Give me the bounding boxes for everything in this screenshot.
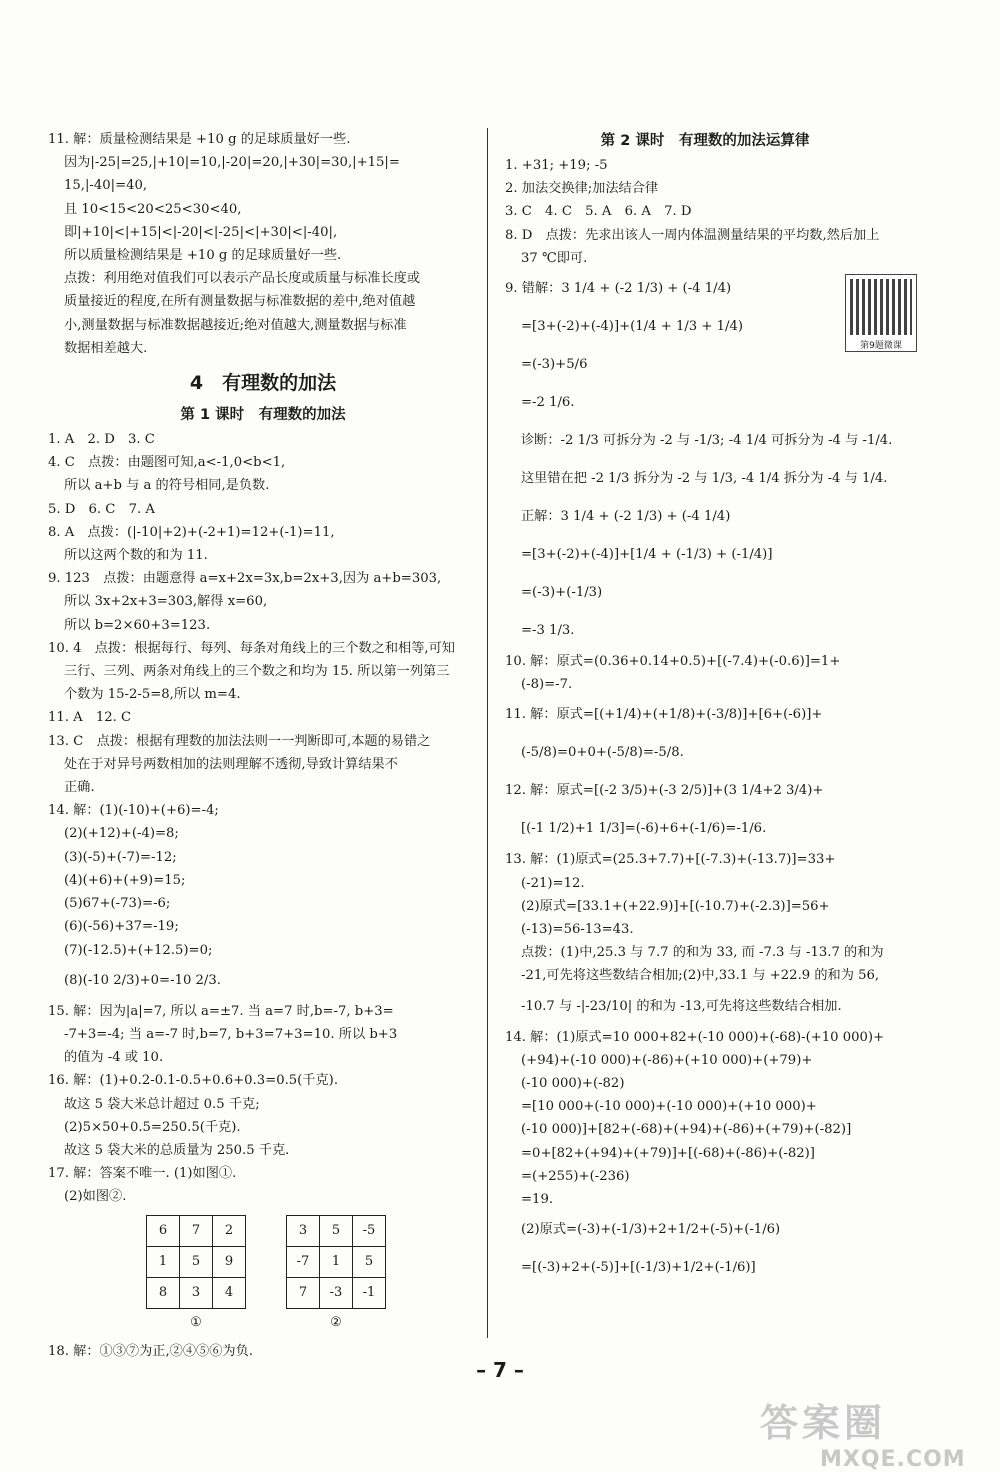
text-line: -7+3=-4; 当 a=-7 时,b=7, b+3=7+3=10. 所以 b+3 bbox=[64, 1026, 398, 1042]
text-line: -10.7 与 -|-23/10| 的和为 -13,可先将这些数结合相加. bbox=[521, 998, 842, 1014]
text-line: (+94)+(-10 000)+(-86)+(+10 000)+(+79)+ bbox=[521, 1052, 813, 1068]
text-line: 质量接近的程度,在所有测量数据与标准数据的差中,绝对值越 bbox=[64, 294, 416, 310]
text-line: 1. A 2. D 3. C bbox=[48, 432, 155, 448]
grid-cell: 9 bbox=[213, 1246, 246, 1277]
text-line: 8. A 点拨：(|-10|+2)+(-2+1)=12+(-1)=11, bbox=[48, 524, 335, 540]
qr-code-label: 第9题微课 bbox=[860, 341, 902, 351]
text-line: 15,|-40|=40, bbox=[64, 178, 148, 194]
text-line: 故这 5 袋大米总计超过 0.5 千克; bbox=[64, 1096, 260, 1112]
grid-row bbox=[287, 1277, 386, 1308]
text-line: (7)(-12.5)+(+12.5)=0; bbox=[64, 942, 213, 958]
grid-cell: 8 bbox=[147, 1277, 180, 1308]
text-line: 因为|-25|=25,|+10|=10,|-20|=20,|+30|=30,|+15|= bbox=[64, 155, 400, 171]
text-line: 小,测量数据与标准数据越接近;绝对值越大,测量数据与标准 bbox=[64, 317, 407, 333]
text-line: 11. 解：质量检测结果是 +10 g 的足球质量好一些. bbox=[48, 132, 351, 147]
text-line: 17. 解：答案不唯一. (1)如图①. bbox=[48, 1166, 237, 1182]
text-line: 11. 解：原式=[(+1/4)+(+1/8)+(-3/8)]+[6+(-6)]+ bbox=[505, 707, 823, 723]
text-line: (4)(+6)+(+9)=15; bbox=[64, 872, 186, 888]
grid-row bbox=[147, 1246, 246, 1277]
grid-row bbox=[287, 1215, 386, 1246]
text-line: 的值为 -4 或 10. bbox=[64, 1050, 164, 1066]
text-line: 这里错在把 -2 1/3 拆分为 -2 与 1/3, -4 1/4 拆分为 -4 与 1/4. bbox=[521, 471, 888, 487]
text-line: 3. C 4. C 5. A 6. A 7. D bbox=[505, 204, 692, 220]
text-line: 13. 解：(1)原式=(25.3+7.7)+[(-7.3)+(-13.7)]=33+ bbox=[505, 852, 836, 868]
text-line: 1. +31; +19; -5 bbox=[505, 158, 608, 173]
grid-cell: 5 bbox=[320, 1215, 353, 1246]
text-line: (-10 000)]+[82+(-68)+(+94)+(-86)+(+79)+(-82)] bbox=[521, 1122, 852, 1138]
text-line: 所以 3x+2x+3=303,解得 x=60, bbox=[64, 594, 268, 610]
grid-cell: -5 bbox=[353, 1215, 386, 1246]
figure-2-label: ② bbox=[330, 1314, 342, 1330]
text-line: 数据相差越大. bbox=[64, 340, 148, 356]
text-line: 5. D 6. C 7. A bbox=[48, 501, 155, 517]
grid-cell: 7 bbox=[287, 1277, 320, 1308]
text-line: 2. 加法交换律;加法结合律 bbox=[505, 181, 659, 197]
grid-cell: 1 bbox=[147, 1246, 180, 1277]
text-line: 14. 解：(1)(-10)+(+6)=-4; bbox=[48, 803, 219, 819]
text-line: =-3 1/3. bbox=[521, 623, 575, 639]
text-line: (-10 000)+(-82) bbox=[521, 1076, 625, 1092]
lesson1-title: 第 1 课时 有理数的加法 bbox=[180, 407, 346, 424]
text-line: 16. 解：(1)+0.2-0.1-0.5+0.6+0.3=0.5(千克). bbox=[48, 1073, 339, 1089]
text-line: 11. A 12. C bbox=[48, 710, 132, 726]
text-line: (2)(+12)+(-4)=8; bbox=[64, 826, 179, 842]
magic-square-1 bbox=[146, 1215, 246, 1309]
magic-square-figures bbox=[146, 1215, 478, 1334]
grid-cell: 6 bbox=[147, 1215, 180, 1246]
grid-cell: 3 bbox=[180, 1277, 213, 1308]
text-line: (2)5×50+0.5=250.5(千克). bbox=[64, 1119, 241, 1135]
grid-cell: 5 bbox=[353, 1246, 386, 1277]
text-line: 12. 解：原式=[(-2 3/5)+(-3 2/5)]+(3 1/4+2 3/4)+ bbox=[505, 783, 824, 799]
text-line: (-8)=-7. bbox=[521, 677, 573, 693]
text-line: (-5/8)=0+0+(-5/8)=-5/8. bbox=[521, 745, 684, 761]
grid-cell: -3 bbox=[320, 1277, 353, 1308]
grid-cell: 5 bbox=[180, 1246, 213, 1277]
qr-code-pattern bbox=[850, 279, 912, 335]
text-line: 即|+10|<|+15|<|-20|<|-25|<|+30|<|-40|, bbox=[64, 224, 338, 240]
text-line: 10. 4 点拨：根据每行、每列、每条对角线上的三个数之和相等,可知 bbox=[48, 640, 455, 656]
grid-row bbox=[147, 1277, 246, 1308]
text-line: =0+[82+(+94)+(+79)]+[(-68)+(-86)+(-82)] bbox=[521, 1145, 815, 1161]
text-line: 15. 解：因为|a|=7, 所以 a=±7. 当 a=7 时,b=-7, b+3= bbox=[48, 1003, 394, 1019]
left-column bbox=[48, 128, 478, 1363]
text-line: (3)(-5)+(-7)=-12; bbox=[64, 849, 177, 865]
text-line: 4. C 点拨：由题图可知,a<-1,0<b<1, bbox=[48, 455, 286, 471]
text-line: =[3+(-2)+(-4)]+(1/4 + 1/3 + 1/4) bbox=[521, 319, 743, 335]
text-line: 正确. bbox=[64, 780, 95, 796]
text-line: 故这 5 袋大米的总质量为 250.5 千克. bbox=[64, 1142, 290, 1158]
text-line: 所以 b=2×60+3=123. bbox=[64, 617, 211, 633]
text-line: =(+255)+(-236) bbox=[521, 1168, 630, 1184]
text-line: =(-3)+(-1/3) bbox=[521, 585, 603, 601]
grid-cell: 2 bbox=[213, 1215, 246, 1246]
section-title: 4 有理数的加法 bbox=[189, 372, 337, 395]
text-line: =[(-3)+2+(-5)]+[(-1/3)+1/2+(-1/6)] bbox=[521, 1260, 756, 1276]
grid-cell: 1 bbox=[320, 1246, 353, 1277]
figure-1 bbox=[146, 1215, 246, 1334]
grid-cell: 4 bbox=[213, 1277, 246, 1308]
text-line: 所以 a+b 与 a 的符号相同,是负数. bbox=[64, 478, 270, 494]
text-line: 37 ℃即可. bbox=[521, 250, 588, 266]
text-line: (-21)=12. bbox=[521, 875, 585, 891]
text-line: (-13)=56-13=43. bbox=[521, 922, 634, 938]
grid-cell: -7 bbox=[287, 1246, 320, 1277]
watermark-url: MXQE.COM bbox=[820, 1447, 966, 1472]
text-line: 三行、三列、两条对角线上的三个数之和均为 15. 所以第一列第三 bbox=[64, 664, 450, 680]
text-line: (6)(-56)+37=-19; bbox=[64, 919, 179, 935]
text-line: 处在于对异号两数相加的法则理解不透彻,导致计算结果不 bbox=[64, 756, 398, 772]
text-line: 所以质量检测结果是 +10 g 的足球质量好一些. bbox=[64, 248, 342, 264]
text-line: (8)(-10 2/3)+0=-10 2/3. bbox=[64, 972, 221, 988]
grid-row bbox=[287, 1246, 386, 1277]
text-line: 个数为 15-2-5=8,所以 m=4. bbox=[64, 687, 241, 703]
magic-square-2 bbox=[286, 1215, 386, 1309]
grid-row bbox=[147, 1215, 246, 1246]
text-line: (2)原式=[33.1+(+22.9)]+[(-10.7)+(-2.3)]=56+ bbox=[521, 898, 830, 914]
text-line: (2)原式=(-3)+(-1/3)+2+1/2+(-5)+(-1/6) bbox=[521, 1222, 781, 1238]
text-line: (2)如图②. bbox=[64, 1189, 127, 1205]
grid-cell: 7 bbox=[180, 1215, 213, 1246]
text-line: =19. bbox=[521, 1192, 554, 1208]
text-line: 10. 解：原式=(0.36+0.14+0.5)+[(-7.4)+(-0.6)]=1+ bbox=[505, 654, 841, 670]
text-line: [(-1 1/2)+1 1/3]=(-6)+6+(-1/6)=-1/6. bbox=[521, 821, 767, 837]
text-line: =-2 1/6. bbox=[521, 395, 575, 411]
answer-18: 18. 解：①③⑦为正,②④⑤⑥为负. bbox=[48, 1343, 253, 1359]
text-line: 点拨：(1)中,25.3 与 7.7 的和为 33, 而 -7.3 与 -13.7 的和为 bbox=[521, 945, 884, 961]
watermark bbox=[760, 1392, 966, 1472]
grid-cell: -1 bbox=[353, 1277, 386, 1308]
text-line: 诊断：-2 1/3 可拆分为 -2 与 -1/3; -4 1/4 可拆分为 -4 与 -1/4. bbox=[521, 433, 893, 449]
text-line: 点拨：利用绝对值我们可以表示产品长度或质量与标准长度或 bbox=[64, 271, 421, 287]
text-line: (5)67+(-73)=-6; bbox=[64, 896, 171, 912]
text-line: 且 10<15<20<25<30<40, bbox=[64, 201, 242, 217]
text-line: =[10 000+(-10 000)+(-10 000)+(+10 000)+ bbox=[521, 1099, 817, 1115]
figure-2 bbox=[286, 1215, 386, 1334]
page-number: – 7 – bbox=[476, 1358, 524, 1382]
text-line: 所以这两个数的和为 11. bbox=[64, 548, 208, 564]
text-line: =[3+(-2)+(-4)]+[1/4 + (-1/3) + (-1/4)] bbox=[521, 547, 773, 563]
text-line: -21,可先将这些数结合相加;(2)中,33.1 与 +22.9 的和为 56, bbox=[521, 968, 880, 984]
watermark-logo: 答案圈 bbox=[760, 1401, 887, 1445]
grid-cell: 3 bbox=[287, 1215, 320, 1246]
qr-code[interactable] bbox=[845, 274, 917, 352]
figure-1-label: ① bbox=[190, 1314, 202, 1330]
text-line: 13. C 点拨：根据有理数的加法法则一一判断即可,本题的易错之 bbox=[48, 733, 431, 749]
text-line: 9. 123 点拨：由题意得 a=x+2x=3x,b=2x+3,因为 a+b=303, bbox=[48, 571, 442, 587]
text-line: =(-3)+5/6 bbox=[521, 357, 588, 373]
text-line: 正解：3 1/4 + (-2 1/3) + (-4 1/4) bbox=[521, 509, 731, 525]
text-line: 8. D 点拨：先求出该人一周内体温测量结果的平均数,然后加上 bbox=[505, 227, 880, 243]
column-divider bbox=[487, 128, 488, 1338]
text-line: 14. 解：(1)原式=10 000+82+(-10 000)+(-68)-(+10 000)+ bbox=[505, 1029, 885, 1045]
text-line: 9. 错解：3 1/4 + (-2 1/3) + (-4 1/4) bbox=[505, 281, 732, 297]
lesson2-title: 第 2 课时 有理数的加法运算律 bbox=[600, 133, 810, 149]
